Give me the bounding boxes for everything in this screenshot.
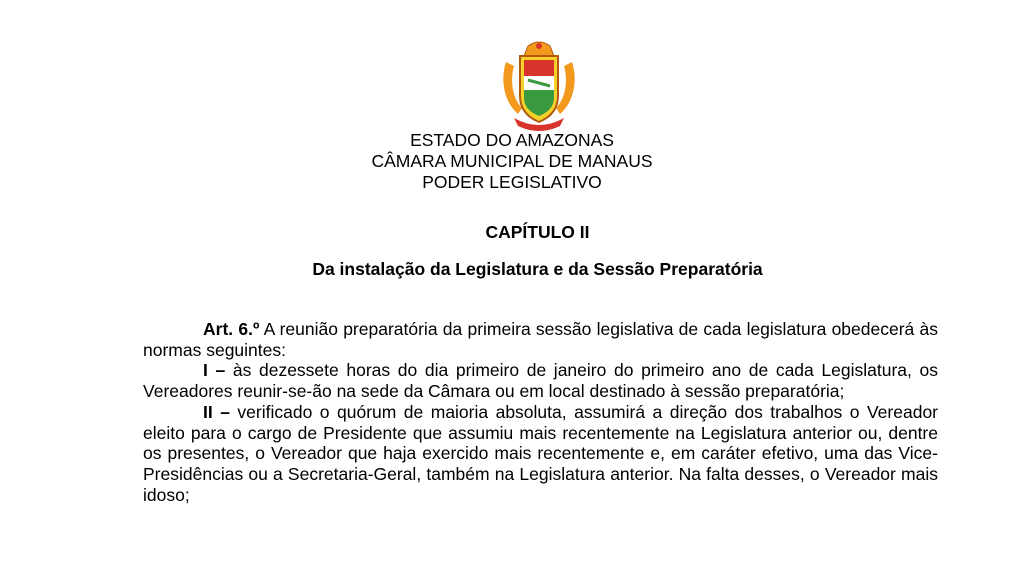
document-header — [0, 130, 1024, 193]
item-label: I – — [203, 360, 226, 381]
item-label: II – — [203, 401, 230, 422]
chapter-title: CAPÍTULO II — [485, 222, 590, 242]
header-state: ESTADO DO AMAZONAS — [410, 130, 614, 150]
article-paragraph — [143, 319, 938, 360]
item-paragraph — [143, 360, 938, 401]
article-label: Art. 6.º — [203, 319, 260, 339]
item-paragraph — [143, 402, 938, 506]
header-power: PODER LEGISLATIVO — [422, 172, 602, 192]
item-text: verificado o quórum de maioria absoluta, assumirá a direção dos trabalhos o Vereador eleito para o cargo de Presidente que assumiu mais recentemente na Legislatura anterior ou, dentre os presentes, o Vereador que haja exercido mais recentemente e, em caráter efetivo, uma das Vice-Presidências ou a Secretaria-Geral, também na Legislatura anterior. Na falta desses, o Vereador mais idoso; — [143, 401, 938, 505]
header-chamber: CÂMARA MUNICIPAL DE MANAUS — [371, 151, 653, 171]
document-body — [143, 319, 938, 505]
chapter-subtitle: Da instalação da Legislatura e da Sessão Preparatória — [312, 259, 763, 279]
article-text: A reunião preparatória da primeira sessão legislativa de cada legislatura obedecerá às normas seguintes: — [143, 319, 938, 360]
coat-of-arms-icon — [500, 40, 578, 132]
item-text: às dezessete horas do dia primeiro de janeiro do primeiro ano de cada Legislatura, os Vereadores reunir-se-ão na sede da Câmara ou em local destinado à sessão preparatória; — [143, 360, 938, 402]
